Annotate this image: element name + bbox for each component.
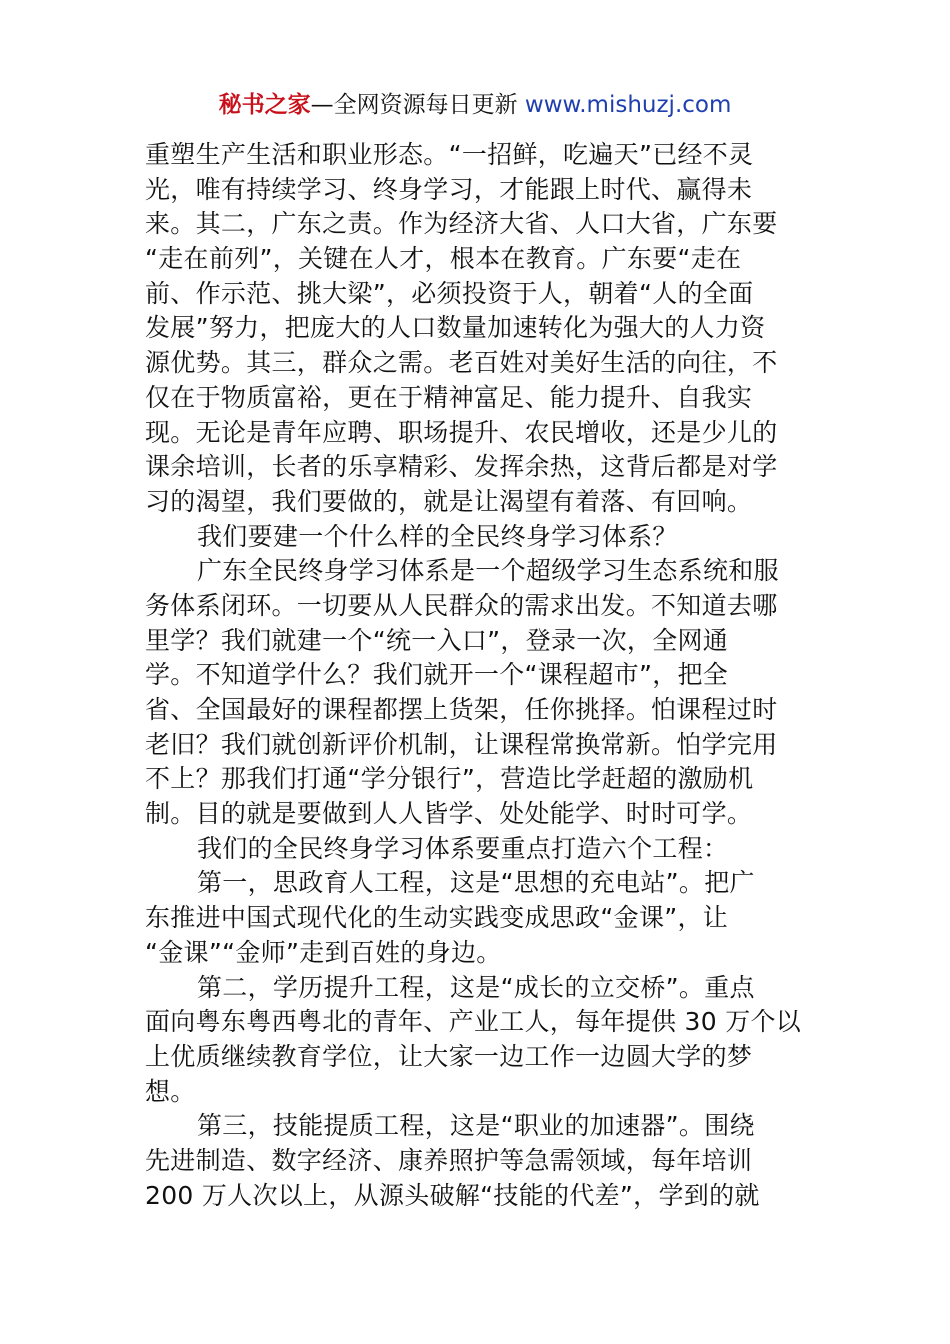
paragraph-start: 第三，技能提质工程，这是“职业的加速器”。围绕 [197, 1111, 755, 1141]
text-line: 光，唯有持续学习、终身学习，才能跟上时代、赢得未 [145, 174, 753, 204]
paragraph-start: 我们要建一个什么样的全民终身学习体系？ [197, 521, 678, 551]
text-line: 东推进中国式现代化的生动实践变成思政“金课”，让 [145, 903, 729, 933]
paragraph-start: 第一，思政育人工程，这是“思想的充电站”。把广 [197, 868, 755, 898]
text-line: 发展”努力，把庞大的人口数量加速转化为强大的人力资 [145, 313, 766, 343]
header-tagline: 全网资源每日更新 [333, 92, 518, 118]
text-line: 现。无论是青年应聘、职场提升、农民增收，还是少儿的 [145, 417, 778, 447]
paragraph-start: 第二，学历提升工程，这是“成长的立交桥”。重点 [197, 972, 755, 1002]
site-header [0, 88, 950, 122]
text-line: 面向粤东粤西粤北的青年、产业工人，每年提供 30 万个以 [145, 1007, 802, 1037]
site-url-link[interactable]: www.mishuzj.com [524, 92, 732, 118]
paragraph-start: 我们的全民终身学习体系要重点打造六个工程： [197, 833, 729, 863]
text-line: 课余培训，长者的乐享精彩、发挥余热，这背后都是对学 [145, 452, 778, 482]
text-line: 务体系闭环。一切要从人民群众的需求出发。不知道去哪 [145, 590, 778, 620]
text-line: 想。 [145, 1076, 196, 1106]
text-line: 习的渴望，我们要做的，就是让渴望有着落、有回响。 [145, 486, 753, 516]
text-line: 老旧？我们就创新评价机制，让课程常换常新。怕学完用 [145, 729, 778, 759]
text-line: 来。其二，广东之责。作为经济大省、人口大省，广东要 [145, 209, 778, 239]
text-line: 里学？我们就建一个“统一入口”，登录一次，全网通 [145, 625, 729, 655]
paragraph-start: 广东全民终身学习体系是一个超级学习生态系统和服 [197, 556, 779, 586]
text-line: 仅在于物质富裕，更在于精神富足、能力提升、自我实 [145, 382, 753, 412]
text-line: “走在前列”，关键在人才，根本在教育。广东要“走在 [145, 244, 742, 274]
brand-name: 秘书之家 [218, 92, 311, 118]
text-line: 不上？那我们打通“学分银行”，营造比学赶超的激励机 [145, 764, 754, 794]
text-line: 学。不知道学什么？我们就开一个“课程超市”，把全 [145, 660, 729, 690]
text-line: 制。目的就是要做到人人皆学、处处能学、时时可学。 [145, 799, 753, 829]
text-line: 源优势。其三，群众之需。老百姓对美好生活的向往，不 [145, 348, 778, 378]
text-line: 先进制造、数字经济、康养照护等急需领域，每年培训 [145, 1145, 753, 1175]
text-line: 省、全国最好的课程都摆上货架，任你挑择。怕课程过时 [145, 695, 778, 724]
header-dash: — [310, 92, 334, 118]
text-line: 上优质继续教育学位，让大家一边工作一边圆大学的梦 [145, 1041, 753, 1071]
text-line: 重塑生产生活和职业形态。“一招鲜，吃遍天”已经不灵 [145, 140, 754, 169]
text-line: 前、作示范、挑大梁”，必须投资于人，朝着“人的全面 [145, 278, 754, 308]
document-body [145, 138, 810, 1213]
text-line: 200 万人次以上，从源头破解“技能的代差”，学到的就 [145, 1180, 760, 1210]
text-line: “金课”“金师”走到百姓的身边。 [145, 937, 502, 967]
